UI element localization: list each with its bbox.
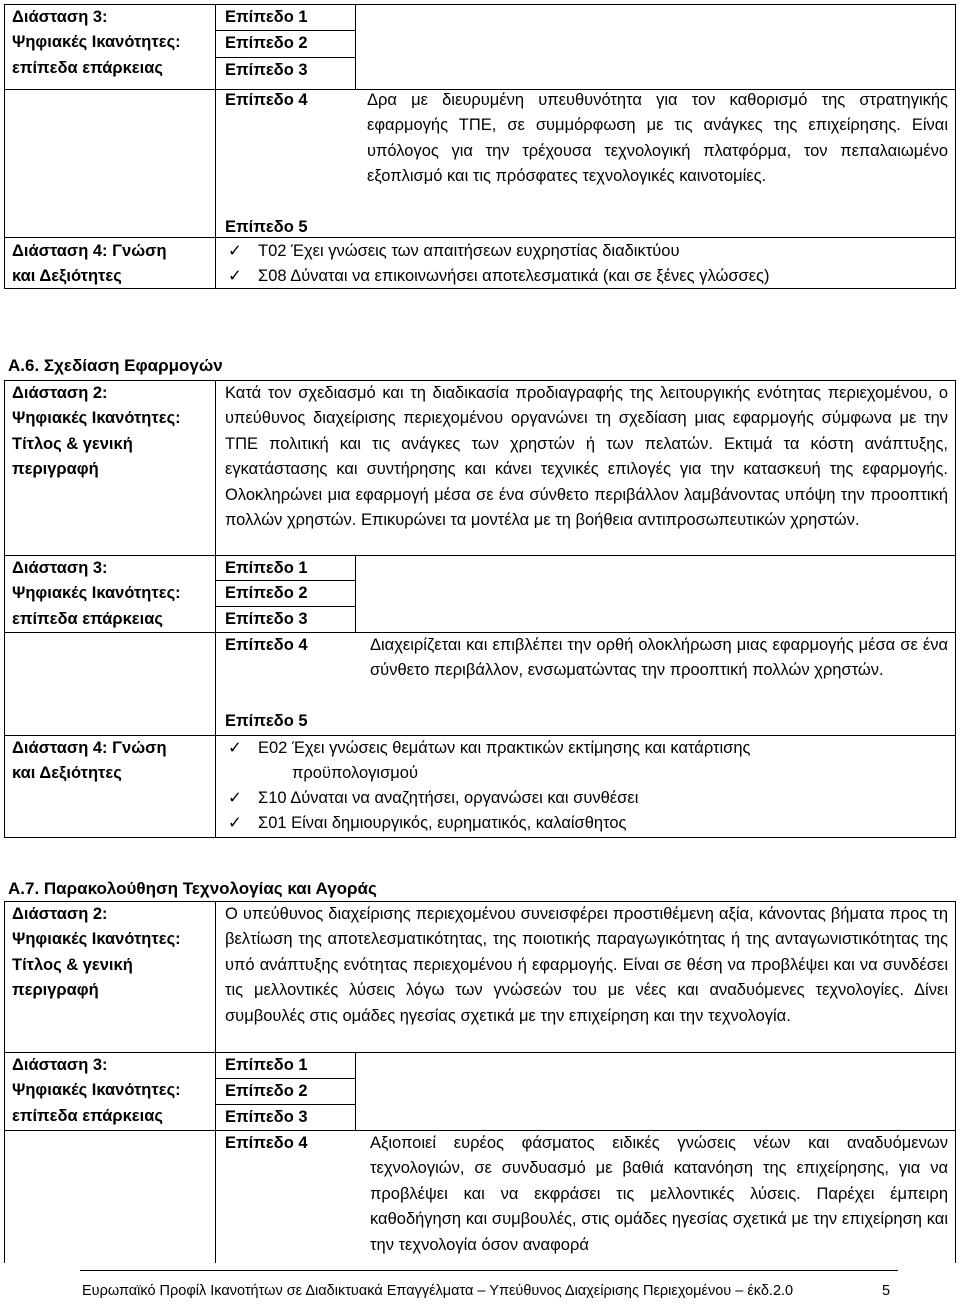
check-item-continuation: προϋπολογισμού bbox=[292, 764, 418, 782]
section-heading: Α.7. Παρακολούθηση Τεχνολογίας και Αγοράς bbox=[8, 879, 377, 898]
level-4-description: Διαχειρίζεται και επιβλέπει την ορθή ολοκλήρωση μιας εφαρμογής μέσα σε ένα σύνθετο περιβάλλον, ενσωματώντας την προοπτική πολλών χρηστών. bbox=[370, 636, 948, 680]
level-5: Επίπεδο 5 bbox=[225, 218, 308, 236]
level-4-description: Δρα με διευρυμένη υπευθυνότητα για τον καθορισμό της στρατηγικής εφαρμογής ΤΠΕ, σε συμμόρφωση με τις ανάγκες της επιχείρησης. Είναι υπόλογος για την τρέχουσα τεχνολογική πλατφόρμα, τον πεπαλαιωμένο εξοπλισμό και τις πρόσφατες τεχνολογικές καινοτομίες. bbox=[367, 91, 948, 186]
section-heading: Α.6. Σχεδίαση Εφαρμογών bbox=[8, 356, 223, 375]
dim2-description: Κατά τον σχεδιασμό και τη διαδικασία προδιαγραφής της λειτουργικής ενότητας περιεχομένου, ο υπεύθυνος διαχείρισης περιεχομένου οργανώνει τη σχεδίαση μιας εφαρμογής σύμφωνα με την ΤΠΕ πολιτική και τις ανάγκες των χρηστών ή των πελατών. Εκτιμά τα κόστη ανάπτυξης, εγκατάστασης και συντήρησης και κάνει τεχνικές επιλογές για την κατασκευή της εφαρμογής. Ολοκληρώνει μια εφαρμογή μέσα σε ένα σύνθετο περιβάλλον λαμβάνοντας υπόψη την προοπτική πολλών χρηστών. Επικυρώνει τα μοντέλα με τη βοήθεια αντιπροσωπευτικών χρηστών. bbox=[225, 384, 948, 530]
level-4: Επίπεδο 4 bbox=[225, 636, 308, 654]
level-2: Επίπεδο 2 bbox=[225, 1082, 308, 1100]
checkmark-icon: ✓ bbox=[228, 739, 242, 757]
page-number: 5 bbox=[882, 1283, 891, 1299]
check-item: ✓ Σ10 Δύναται να αναζητήσει, οργανώσει και συνθέσει bbox=[228, 786, 638, 811]
level-3: Επίπεδο 3 bbox=[225, 1108, 308, 1126]
level-4: Επίπεδο 4 bbox=[225, 91, 308, 109]
level-2: Επίπεδο 2 bbox=[225, 34, 308, 52]
level-2: Επίπεδο 2 bbox=[225, 584, 308, 602]
checkmark-icon: ✓ bbox=[228, 789, 242, 807]
dim3-label: Διάσταση 3: Ψηφιακές Ικανότητες: επίπεδα επάρκειας bbox=[12, 1056, 181, 1125]
dim3-label: Διάσταση 3: Ψηφιακές Ικανότητες: επίπεδα επάρκειας bbox=[12, 8, 181, 77]
check-item: ✓ Σ01 Είναι δημιουργικός, ευρηματικός, καλαίσθητος bbox=[228, 811, 627, 836]
footer-divider bbox=[80, 1270, 898, 1271]
level-1: Επίπεδο 1 bbox=[225, 559, 308, 577]
checkmark-icon: ✓ bbox=[228, 267, 242, 285]
level-4-description: Αξιοποιεί ευρέος φάσματος ειδικές γνώσεις νέων και αναδυόμενων τεχνολογιών, σε συνδυασμό με βαθιά κατανόηση της επιχείρησης, για να προβλέψει και να εκφράσει τις μελλοντικές λύσεις. Παρέχει έμπειρη καθοδήγηση και συμβουλές, στις ομάδες ηγεσίας σχετικά με την επιχείρηση και την τεχνολογία όσον αναφορά bbox=[370, 1134, 948, 1254]
dim2-label: Διάσταση 2: Ψηφιακές Ικανότητες: Τίτλος & γενική περιγραφή bbox=[12, 905, 181, 1000]
level-5: Επίπεδο 5 bbox=[225, 712, 308, 730]
dim2-label: Διάσταση 2: Ψηφιακές Ικανότητες: Τίτλος & γενική περιγραφή bbox=[12, 384, 181, 479]
dim4-label: Διάσταση 4: Γνώση και Δεξιότητες bbox=[12, 739, 167, 783]
level-1: Επίπεδο 1 bbox=[225, 8, 308, 26]
check-item: ✓ Τ02 Έχει γνώσεις των απαιτήσεων ευχρηστίας διαδικτύου bbox=[228, 239, 679, 264]
dim2-description: Ο υπεύθυνος διαχείρισης περιεχομένου συνεισφέρει προστιθέμενη αξία, κάνοντας βήματα προς τη βελτίωση της αποτελεσματικότητας, της ποιοτικής παραγωγικότητας ή της ανταγωνιστικότητας της υπό ανάπτυξης ενότητας περιεχομένου ή εφαρμογής. Είναι σε θέση να προβλέψει και να συνδέσει τις μελλοντικές λύσεις λόγω των γνώσεών του με νέες και αναδυόμενες τεχνολογίες. Δίνει συμβουλές στις ομάδες ηγεσίας σχετικά με την επιχείρηση και την τεχνολογία. bbox=[225, 905, 948, 1025]
level-1: Επίπεδο 1 bbox=[225, 1056, 308, 1074]
level-4: Επίπεδο 4 bbox=[225, 1134, 308, 1152]
level-3: Επίπεδο 3 bbox=[225, 61, 308, 79]
check-item: ✓ Ε02 Έχει γνώσεις θεμάτων και πρακτικών εκτίμησης και κατάρτισης bbox=[228, 736, 750, 761]
check-item: ✓ Σ08 Δύναται να επικοινωνήσει αποτελεσματικά (και σε ξένες γλώσσες) bbox=[228, 264, 770, 289]
checkmark-icon: ✓ bbox=[228, 814, 242, 832]
dim4-label: Διάσταση 4: Γνώση και Δεξιότητες bbox=[12, 242, 167, 286]
level-3: Επίπεδο 3 bbox=[225, 610, 308, 628]
checkmark-icon: ✓ bbox=[228, 242, 242, 260]
footer-text: Ευρωπαϊκό Προφίλ Ικανοτήτων σε Διαδικτυακά Επαγγέλματα – Υπεύθυνος Διαχείρισης Περιεχομένου – έκδ.2.0 bbox=[82, 1283, 794, 1299]
dim3-label: Διάσταση 3: Ψηφιακές Ικανότητες: επίπεδα επάρκειας bbox=[12, 559, 181, 628]
